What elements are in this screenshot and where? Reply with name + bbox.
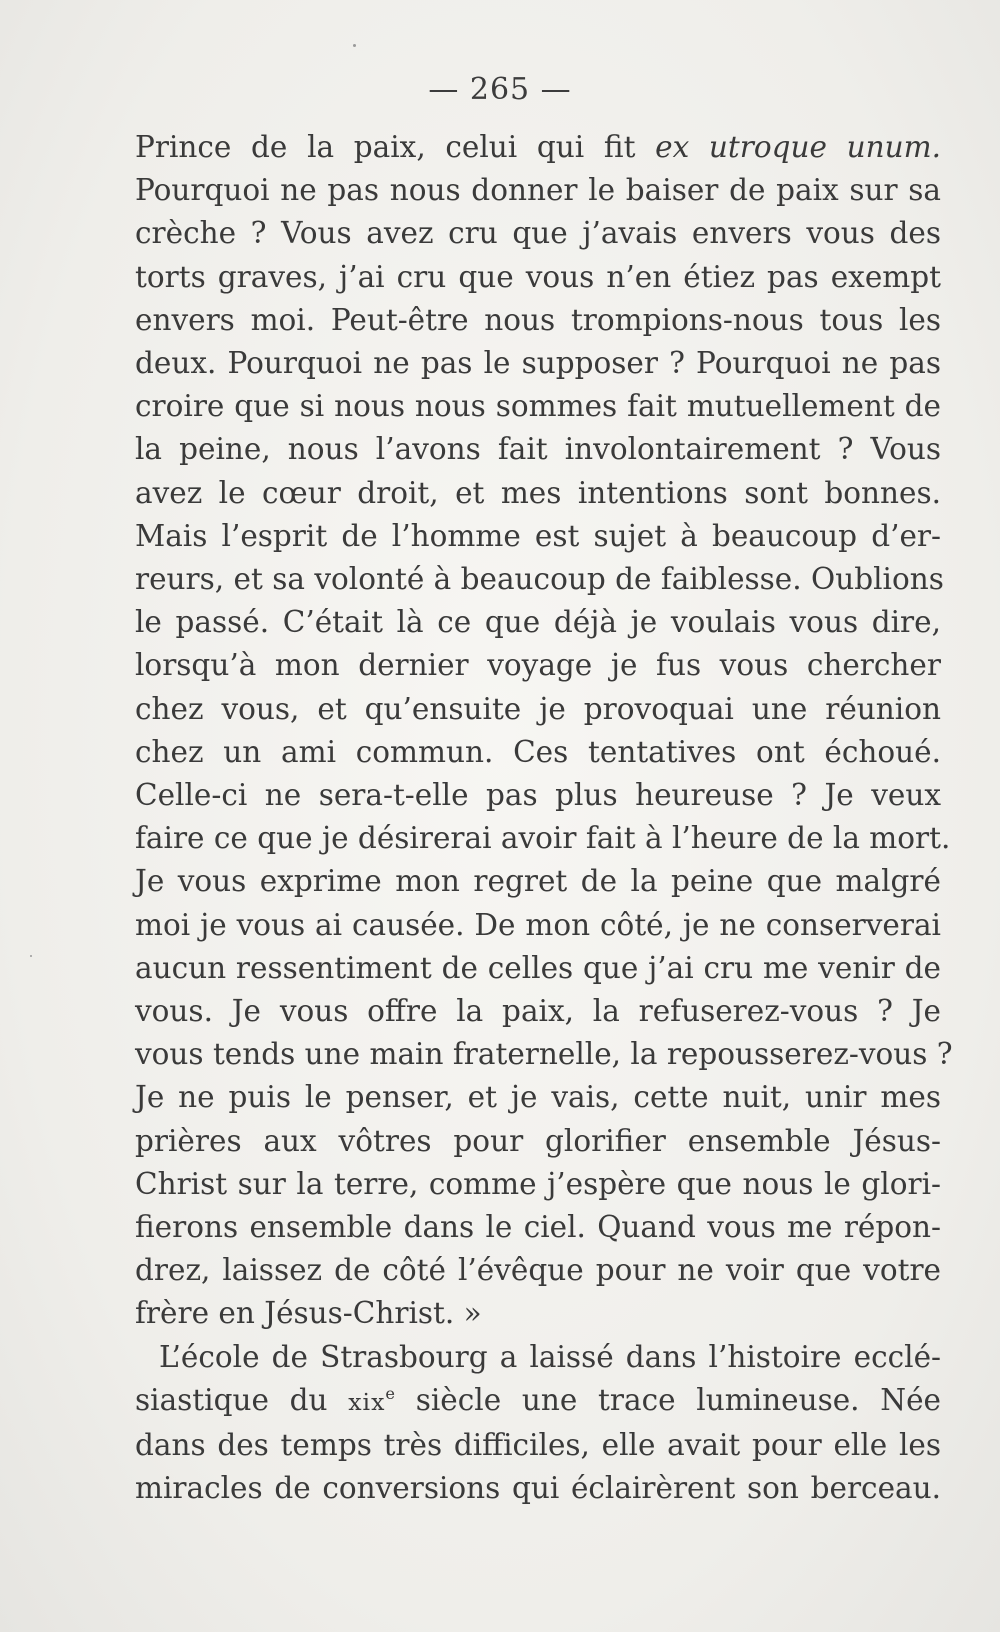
text-line bbox=[135, 169, 941, 212]
text-line bbox=[135, 342, 941, 385]
text-run: crèche ? Vous avez cru que j’avais envers vous des bbox=[135, 216, 941, 251]
text-run: L’école de Strasbourg a laissé dans l’histoire ecclé- bbox=[159, 1339, 941, 1374]
text-run: la peine, nous l’avons fait involontairement ? Vous bbox=[135, 432, 941, 467]
text-run: croire que si nous nous sommes fait mutuellement de bbox=[135, 389, 941, 424]
paper-speck bbox=[353, 44, 356, 47]
text-run: moi je vous ai causée. De mon côté, je ne conserverai bbox=[135, 907, 941, 942]
text-run: miracles de conversions qui éclairèrent son berceau. bbox=[135, 1471, 941, 1506]
text-line bbox=[135, 1076, 941, 1119]
text-line bbox=[135, 774, 941, 817]
superscript: e bbox=[385, 1384, 396, 1404]
text-line bbox=[135, 1467, 941, 1510]
text-run: Prince de la paix, celui qui fit bbox=[135, 130, 656, 164]
text-line bbox=[135, 1292, 941, 1335]
text-line bbox=[135, 688, 941, 731]
text-run: Celle-ci ne sera-t-elle pas plus heureuse ? Je veux bbox=[135, 778, 941, 813]
text-run: torts graves, j’ai cru que vous n’en étiez pas exempt bbox=[135, 259, 941, 294]
text-line bbox=[135, 644, 941, 687]
text-line bbox=[135, 1249, 941, 1292]
century-numeral: xix bbox=[348, 1387, 386, 1416]
text-line bbox=[135, 558, 944, 601]
text-run: Je ne puis le penser, et je vais, cette nuit, unir mes bbox=[135, 1080, 941, 1115]
text-run: aucun ressentiment de celles que j’ai cru me venir de bbox=[135, 950, 941, 985]
text-run: frère en Jésus-Christ. » bbox=[135, 1296, 482, 1331]
text-run: siastique du bbox=[135, 1382, 349, 1417]
text-run: prières aux vôtres pour glorifier ensemble Jésus- bbox=[135, 1123, 941, 1158]
text-line bbox=[135, 860, 941, 903]
text-run: faire ce que je désirerai avoir fait à l’heure de la mort. bbox=[135, 821, 951, 856]
italic-latin-phrase: ex utroque unum. bbox=[655, 130, 941, 164]
text-run: fierons ensemble dans le ciel. Quand vous me répon- bbox=[135, 1210, 941, 1245]
text-run: Mais l’esprit de l’homme est sujet à beaucoup d’er- bbox=[135, 518, 941, 553]
text-line bbox=[135, 601, 941, 644]
page-number: — 265 — bbox=[428, 72, 572, 107]
text-line bbox=[135, 299, 941, 342]
text-line bbox=[135, 731, 941, 774]
text-run: deux. Pourquoi ne pas le supposer ? Pourquoi ne pas bbox=[135, 346, 941, 381]
text-line bbox=[135, 817, 951, 860]
text-line bbox=[135, 472, 941, 515]
body-text bbox=[135, 126, 953, 1511]
text-line bbox=[135, 1336, 941, 1379]
text-line bbox=[135, 1033, 953, 1076]
paper-speck bbox=[30, 955, 32, 957]
text-run: avez le cœur droit, et mes intentions sont bonnes. bbox=[135, 475, 941, 510]
text-run: dans des temps très difficiles, elle avait pour elle les bbox=[135, 1428, 941, 1463]
text-line bbox=[135, 904, 941, 947]
text-run: reurs, et sa volonté à beaucoup de faiblesse. Oublions bbox=[135, 562, 944, 597]
text-run: envers moi. Peut-être nous trompions-nous tous les bbox=[135, 302, 941, 337]
text-run: le passé. C’était là ce que déjà je voulais vous dire, bbox=[135, 605, 941, 640]
text-run: Pourquoi ne pas nous donner le baiser de paix sur sa bbox=[135, 173, 941, 208]
text-line bbox=[135, 428, 941, 471]
text-run: drez, laissez de côté l’évêque pour ne voir que votre bbox=[135, 1253, 941, 1288]
text-run: siècle une trace lumineuse. Née bbox=[395, 1382, 941, 1417]
text-line bbox=[135, 1379, 941, 1424]
text-run: Je vous exprime mon regret de la peine que malgré bbox=[135, 864, 941, 899]
text-line bbox=[135, 1163, 941, 1206]
text-run: chez un ami commun. Ces tentatives ont échoué. bbox=[135, 734, 941, 769]
text-line bbox=[135, 990, 941, 1033]
text-line bbox=[135, 1120, 941, 1163]
text-line bbox=[135, 212, 941, 255]
text-line bbox=[135, 385, 941, 428]
text-line bbox=[135, 1206, 941, 1249]
text-line bbox=[135, 947, 941, 990]
text-run: chez vous, et qu’ensuite je provoquai une réunion bbox=[135, 691, 941, 726]
text-run: vous tends une main fraternelle, la repousserez-vous ? bbox=[135, 1037, 953, 1072]
text-run: vous. Je vous offre la paix, la refuserez-vous ? Je bbox=[135, 994, 941, 1029]
text-run: Christ sur la terre, comme j’espère que nous le glori- bbox=[135, 1166, 941, 1201]
text-line bbox=[135, 256, 941, 299]
text-run: lorsqu’à mon dernier voyage je fus vous chercher bbox=[135, 648, 941, 683]
text-line bbox=[135, 126, 941, 169]
text-line bbox=[135, 1424, 941, 1467]
text-line bbox=[135, 515, 941, 558]
